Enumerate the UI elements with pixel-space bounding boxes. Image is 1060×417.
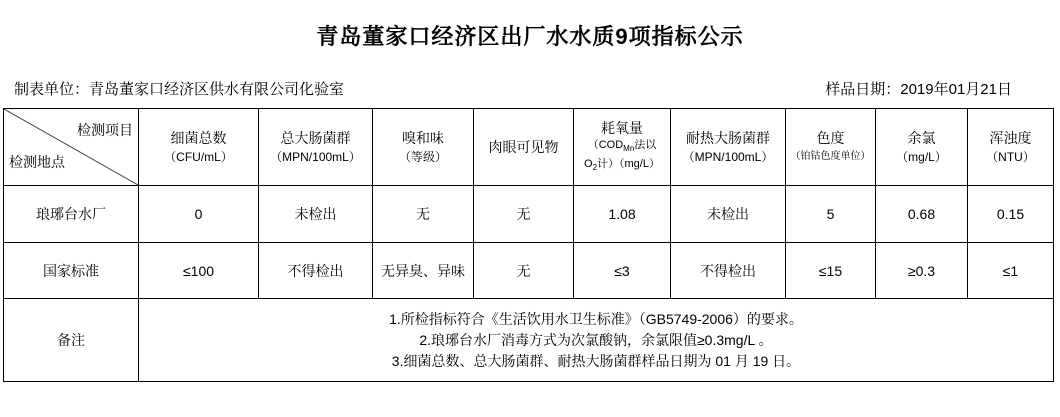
meta-row [14, 78, 1012, 99]
data-cell: 不得检出 [259, 243, 373, 299]
page-title: 青岛董家口经济区出厂水水质9项指标公示 [316, 24, 744, 49]
row-label: 琅琊台水厂 [4, 186, 139, 243]
cod-unit: （$COD_{Mn}$法以 $O_2$计）（mg/L） [584, 139, 660, 172]
data-cell: 1.08 [574, 186, 671, 243]
data-cell: 无异臭、异味 [373, 243, 474, 299]
column-header-cod: 耗氧量 （$COD_{Mn}$法以 $O_2$计）（mg/L） [574, 109, 671, 186]
corner-cell [4, 109, 139, 186]
data-cell: 无 [474, 243, 574, 299]
data-cell: 0.15 [968, 186, 1054, 243]
remark-line: 2.琅琊台水厂消毒方式为次氯酸钠，余氯限值≥0.3mg/L 。 [419, 331, 773, 348]
data-cell: 未检出 [259, 186, 373, 243]
data-cell: 0.68 [876, 186, 968, 243]
data-cell: 5 [786, 186, 876, 243]
remark-line: 1.所检指标符合《生活饮用水卫生标准》（GB5749-2006）的要求。 [389, 310, 803, 327]
column-header-color: 色度 （铂钴色度单位） [786, 109, 876, 186]
corner-bottom-label: 检测地点 [9, 154, 65, 170]
data-cell: ≤3 [574, 243, 671, 299]
column-header-total-coliform: 总大肠菌群 （MPN/100mL） [259, 109, 373, 186]
row-label: 国家标准 [4, 243, 139, 299]
column-header-residual-chlorine: 余氯 （mg/L） [876, 109, 968, 186]
sample-date-label: 样品日期：2019年01月21日 [825, 81, 1012, 98]
data-cell: ≤1 [968, 243, 1054, 299]
data-cell: 未检出 [671, 186, 786, 243]
data-cell: 0 [139, 186, 259, 243]
remark-line: 3.细菌总数、总大肠菌群、耐热大肠菌群样品日期为 01 月 19 日。 [391, 352, 801, 369]
data-cell: 无 [373, 186, 474, 243]
remark-content [139, 299, 1054, 382]
column-header-visible-matter: 肉眼可见物 [474, 109, 574, 186]
data-cell: 无 [474, 186, 574, 243]
header-row [4, 109, 1054, 186]
corner-top-label: 检测项目 [77, 122, 133, 138]
column-header-thermotolerant-coliform: 耐热大肠菌群 （MPN/100mL） [671, 109, 786, 186]
column-header-odor-taste: 嗅和味 （等级） [373, 109, 474, 186]
row-langyatai-plant [4, 186, 1054, 243]
producer-label: 制表单位：青岛董家口经济区供水有限公司化验室 [14, 81, 345, 98]
row-remark [4, 299, 1054, 382]
data-cell: ≤15 [786, 243, 876, 299]
water-quality-table [3, 108, 1054, 382]
data-cell: ≤100 [139, 243, 259, 299]
remark-label: 备注 [4, 299, 139, 382]
data-cell: 不得检出 [671, 243, 786, 299]
data-cell: ≥0.3 [876, 243, 968, 299]
column-header-turbidity: 浑浊度 （NTU） [968, 109, 1054, 186]
column-header-bacteria-total: 细菌总数 （CFU/mL） [139, 109, 259, 186]
row-national-standard [4, 243, 1054, 299]
